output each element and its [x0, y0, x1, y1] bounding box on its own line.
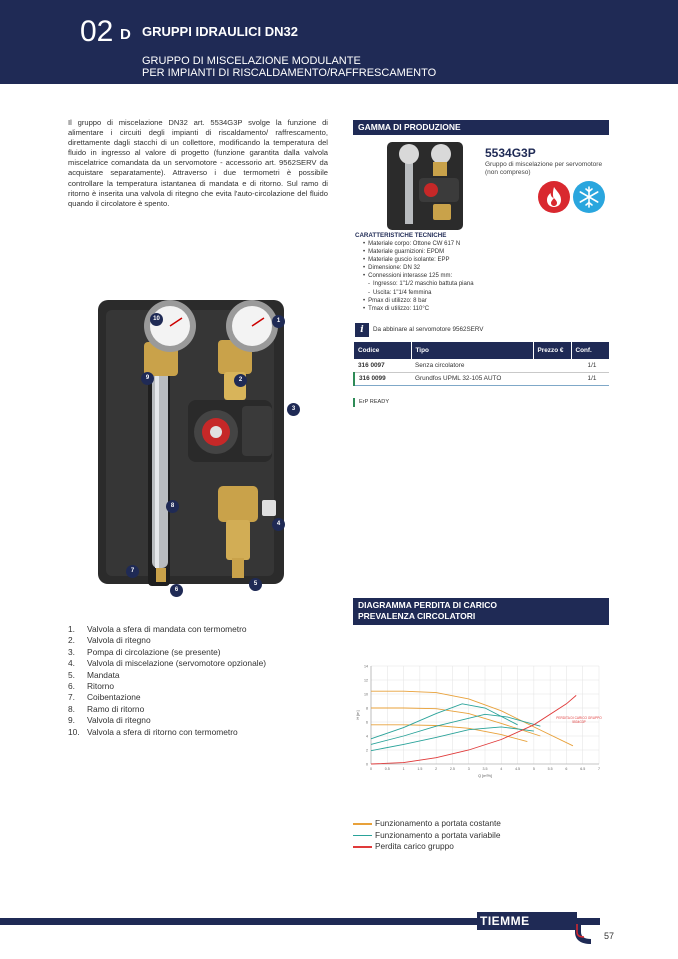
- photo-badge-1: 1: [272, 315, 285, 328]
- list-item: 1. Valvola a sfera di mandata con termometro: [68, 624, 247, 634]
- list-item: • Materiale guscio isolante: EPP: [363, 256, 474, 264]
- chapter-title: GRUPPI IDRAULICI DN32: [142, 24, 299, 39]
- pressure-drop-chart: [353, 660, 609, 785]
- diagram-legend: [353, 818, 501, 853]
- series-line-variable: [371, 714, 540, 744]
- table-row: [354, 359, 609, 372]
- photo-badge-6: 6: [170, 584, 183, 597]
- y-tick-label: 14: [364, 664, 368, 669]
- x-tick-label: 3.5: [482, 767, 488, 771]
- photo-badge-9: 9: [141, 372, 154, 385]
- list-item: • Materiale guarnizioni: EPDM: [363, 248, 474, 256]
- y-tick-label: 4: [366, 734, 368, 739]
- list-item: 9. Valvola di ritegno: [68, 715, 151, 726]
- list-item: • Tmax di utilizzo: 110°C: [363, 305, 474, 313]
- product-codes-table: [353, 342, 609, 386]
- product-description: Gruppo di miscelazione per servomotore (non compreso): [485, 161, 603, 176]
- specs-list: [363, 240, 474, 313]
- list-item: • Dimensione: DN 32: [363, 264, 474, 272]
- y-tick-label: 0: [366, 762, 368, 767]
- photo-badge-8: 8: [166, 500, 179, 513]
- list-item: 8. Ramo di ritorno: [68, 703, 145, 714]
- list-item: • Connessioni interasse 125 mm:: [363, 272, 474, 280]
- accessory-note-text: Da abbinare al servomotore 9562SERV: [373, 326, 484, 333]
- x-tick-label: 2: [435, 767, 438, 771]
- y-axis-label: H [m]: [356, 710, 360, 720]
- x-tick-label: 1: [402, 767, 405, 771]
- heating-flame-icon: [538, 181, 570, 213]
- list-item: 5. Mandata: [68, 669, 120, 680]
- x-tick-label: 5.5: [547, 767, 553, 771]
- column-header-conf: Conf.: [571, 342, 609, 359]
- cell-conf: 1/1: [571, 359, 609, 372]
- cell-price: [533, 359, 571, 372]
- y-tick-label: 8: [366, 706, 368, 711]
- diagram-title-line1: DIAGRAMMA PERDITA DI CARICO: [358, 600, 497, 610]
- legend-item-loss: Perdita carico gruppo: [353, 841, 501, 853]
- x-tick-label: 7: [598, 767, 600, 771]
- list-item: • Pmax di utilizzo: 8 bar: [363, 297, 474, 305]
- column-header-price: Prezzo €: [533, 342, 571, 359]
- chart-annotation: PERDITA DI CARICO GRUPPO: [556, 716, 602, 720]
- list-item: 2. Valvola di ritegno: [68, 635, 151, 646]
- page-subtitle-line1: GRUPPO DI MISCELAZIONE MODULANTE: [142, 55, 361, 67]
- parts-legend: [68, 624, 328, 738]
- x-tick-label: 6: [565, 767, 568, 771]
- page-number: 57: [604, 931, 615, 941]
- x-tick-label: 4: [500, 767, 503, 771]
- photo-badge-10: 10: [150, 313, 163, 326]
- list-item: - Uscita: 1"1/4 femmina: [363, 289, 474, 297]
- cell-code: 316 0099: [354, 372, 411, 385]
- cell-code: 316 0097: [354, 359, 411, 372]
- cell-conf: 1/1: [571, 372, 609, 385]
- y-tick-label: 6: [366, 720, 368, 725]
- cell-type: Senza circolatore: [411, 359, 533, 372]
- list-item: 4. Valvola di miscelazione (servomotore opzionale): [68, 658, 267, 669]
- brand-logo: TIEMME: [477, 912, 577, 930]
- x-tick-label: 2.5: [449, 767, 455, 771]
- y-tick-label: 2: [366, 748, 368, 753]
- list-item: 10. Valvola a sfera di ritorno con termometro: [68, 726, 238, 737]
- photo-badge-7: 7: [126, 565, 139, 578]
- list-item: 6. Ritorno: [68, 681, 114, 692]
- diagram-section-title: [353, 598, 609, 625]
- table-row: [354, 372, 609, 385]
- x-axis-label: Q [m³/h]: [478, 774, 492, 778]
- product-thumbnail: [383, 140, 467, 232]
- mixing-group-illustration: [92, 296, 292, 596]
- specs-title: CARATTERISTICHE TECNICHE: [355, 232, 447, 239]
- cooling-snowflake-icon: [573, 181, 605, 213]
- photo-badge-3: 3: [287, 403, 300, 416]
- x-tick-label: 3: [467, 767, 470, 771]
- diagram-title-line2: PREVALENZA CIRCOLATORI: [358, 611, 476, 621]
- list-item: • Materiale corpo: Ottone CW 617 N: [363, 240, 474, 248]
- column-header-type: Tipo: [411, 342, 533, 359]
- cell-type: Grundfos UPML 32-105 AUTO: [411, 372, 533, 385]
- y-tick-label: 12: [364, 678, 368, 683]
- list-item: 7. Coibentazione: [68, 692, 141, 703]
- photo-badge-4: 4: [272, 518, 285, 531]
- brand-hook-icon: [571, 912, 595, 944]
- chart-annotation: 5534G3P: [572, 720, 586, 724]
- x-tick-label: 1.5: [417, 767, 423, 771]
- x-tick-label: 4.5: [515, 767, 521, 771]
- y-tick-label: 10: [364, 692, 368, 697]
- erp-ready-label: ErP READY: [353, 398, 389, 407]
- x-tick-label: 0: [370, 767, 372, 771]
- gamma-section-title: GAMMA DI PRODUZIONE: [353, 120, 609, 135]
- intro-paragraph: Il gruppo di miscelazione DN32 art. 5534G3P svolge la funzione di alimentare i circuiti degli impianti di riscaldamento/ raffrescamento, direttamente dagli stacchi di un collettore, modificando la temperatura del fluido in ingresso al valore di progetto (funzione garantita dalla valvola miscelatrice comandata da un servomotore - accessorio art. 9562SERV da acquistare separatamente). Attraverso i due termometri è possibile controllare la temperatura istantanea di mandata e di ritorno. Sul ramo di ritorno è inserita una valvola di ritegno che evita l'auto-circolazione del fluido quando il circolatore è spento.: [68, 118, 328, 208]
- column-header-code: Codice: [354, 342, 411, 359]
- photo-badge-2: 2: [234, 374, 247, 387]
- page-header: [0, 0, 678, 84]
- x-tick-label: 0.5: [384, 767, 390, 771]
- product-code: 5534G3P: [485, 146, 536, 160]
- chapter-number: 02: [80, 15, 114, 48]
- x-tick-label: 5: [532, 767, 535, 771]
- x-tick-label: 6.5: [580, 767, 586, 771]
- product-photo: [92, 296, 296, 596]
- series-line-constant: [371, 691, 573, 746]
- legend-item-constant: Funzionamento a portata costante: [353, 818, 501, 830]
- chapter-letter: D: [120, 26, 131, 43]
- info-icon: i: [355, 323, 369, 337]
- list-item: - Ingresso: 1"1/2 maschio battuta piana: [363, 280, 474, 288]
- legend-item-variable: Funzionamento a portata variabile: [353, 830, 501, 842]
- list-item: 3. Pompa di circolazione (se presente): [68, 646, 221, 657]
- page-subtitle-line2: PER IMPIANTI DI RISCALDAMENTO/RAFFRESCAMENTO: [142, 67, 437, 79]
- cell-price: [533, 372, 571, 385]
- photo-badge-5: 5: [249, 578, 262, 591]
